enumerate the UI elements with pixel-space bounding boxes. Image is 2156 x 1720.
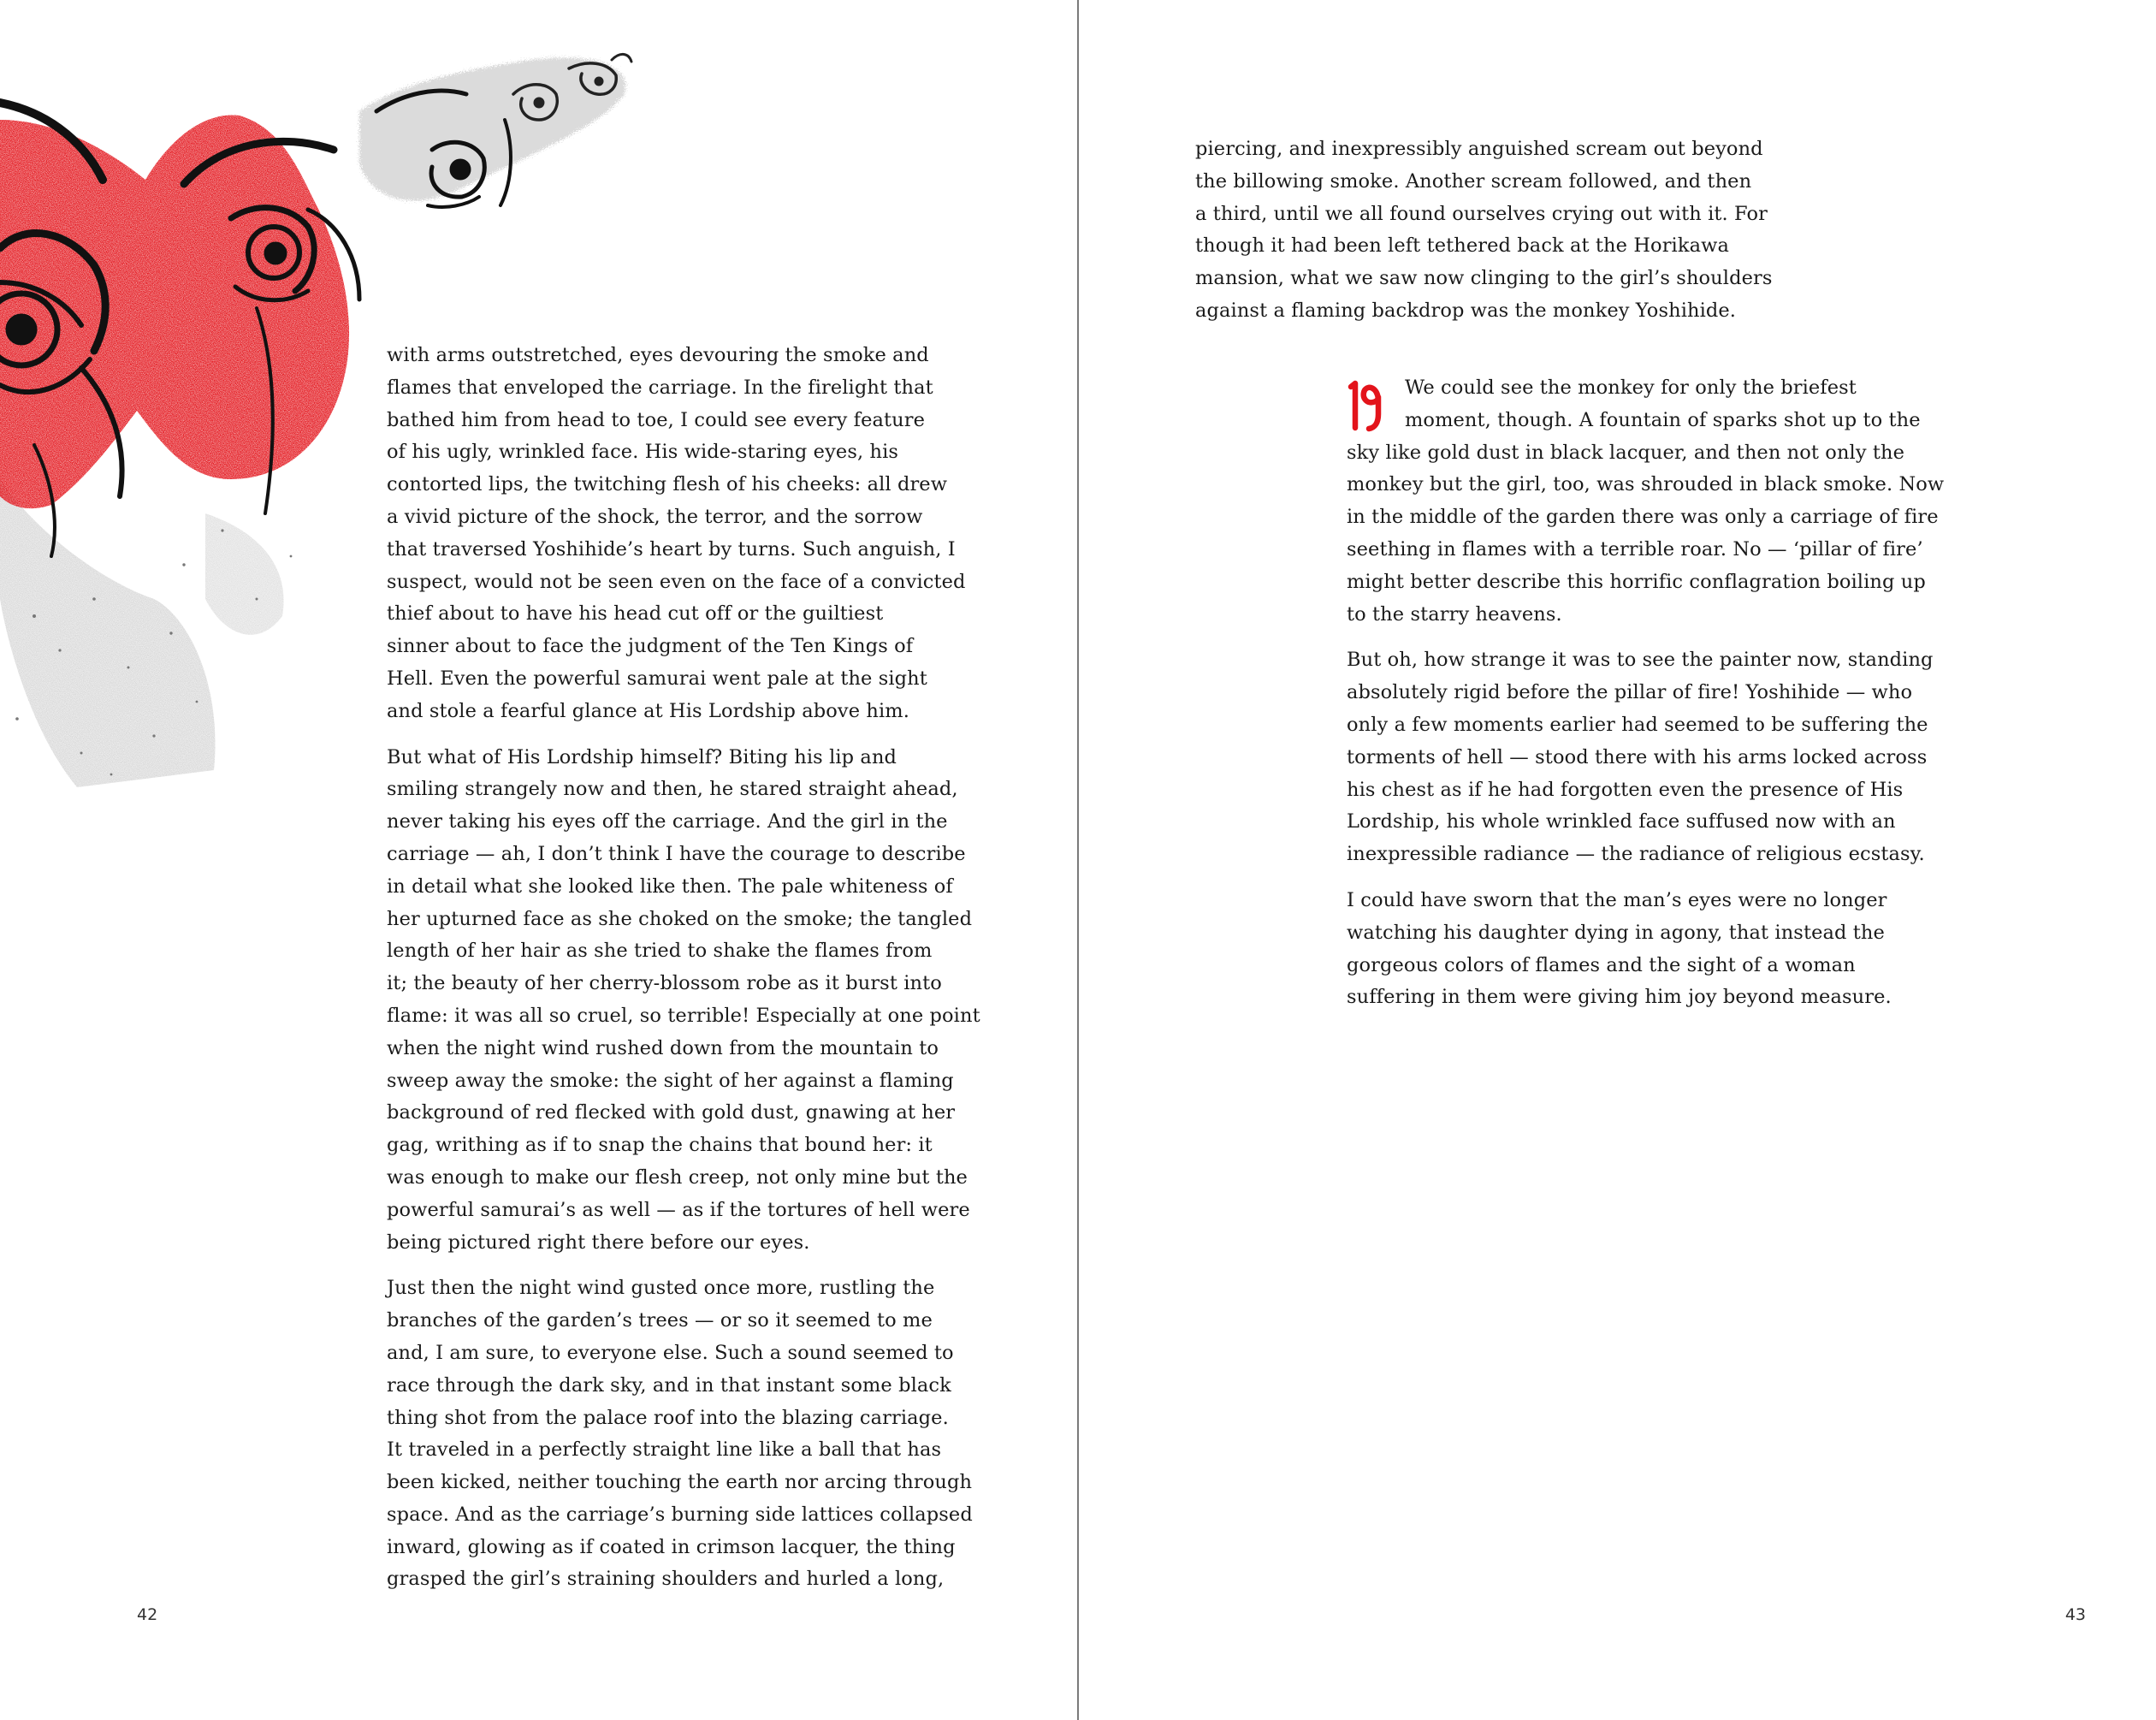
text-line: Hell. Even the powerful samurai went pale at the sight — [387, 667, 927, 690]
left-page-body-text — [387, 340, 980, 1610]
text-line: sweep away the smoke: the sight of her against a flaming — [387, 1069, 954, 1092]
text-line: It traveled in a perfectly straight line like a ball that has — [387, 1438, 942, 1462]
text-line: when the night wind rushed down from the mountain to — [387, 1036, 939, 1059]
text-line: thing shot from the palace roof into the blazing carriage. — [387, 1406, 949, 1429]
text-line: that traversed Yoshihide’s heart by turns. Such anguish, I — [387, 537, 956, 560]
text-line: might better describe this horrific conflagration boiling up — [1347, 570, 1926, 593]
text-line: background of red flecked with gold dust, gnawing at her — [387, 1101, 956, 1124]
text-line: piercing, and inexpressibly anguished scream out beyond — [1195, 138, 1763, 160]
text-line: length of her hair as she tried to shake the flames from — [387, 940, 933, 963]
text-line: gorgeous colors of flames and the sight of a woman — [1347, 953, 1856, 976]
paragraph — [1195, 133, 1794, 328]
paragraph — [1347, 372, 1946, 631]
paragraph — [387, 340, 977, 728]
text-line: Lordship, his whole wrinkled face suffused now with an — [1347, 810, 1896, 833]
text-line: only a few moments earlier had seemed to be suffering the — [1347, 713, 1928, 736]
paragraph — [387, 742, 980, 1260]
text-line: carriage — ah, I don’t think I have the courage to describe — [387, 842, 966, 865]
text-line: But oh, how strange it was to see the painter now, standing — [1347, 649, 1934, 672]
text-line: and, I am sure, to everyone else. Such a sound seemed to — [387, 1341, 954, 1364]
paragraph — [1347, 644, 1946, 871]
page-number-right: 43 — [2064, 1605, 2086, 1624]
text-line: sky like gold dust in black lacquer, and then not only the — [1347, 441, 1905, 464]
page-number-left: 42 — [137, 1605, 158, 1624]
text-line: smiling strangely now and then, he stared straight ahead, — [387, 778, 958, 801]
text-line: been kicked, neither touching the earth nor arcing through — [387, 1471, 973, 1494]
text-line: I could have sworn that the man’s eyes were no longer — [1347, 888, 1887, 911]
text-line: But what of His Lordship himself? Biting his lip and — [387, 745, 897, 768]
text-line: though it had been left tethered back at the Horikawa — [1195, 234, 1729, 258]
text-line: space. And as the carriage’s burning side lattices collapsed — [387, 1503, 973, 1526]
text-line: moment, though. A fountain of sparks shot up to the — [1405, 408, 1921, 431]
text-line: her upturned face as she choked on the smoke; the tangled — [387, 907, 973, 930]
text-line: to the starry heavens. — [1347, 602, 1562, 626]
text-line: powerful samurai’s as well — as if the tortures of hell were — [387, 1198, 970, 1221]
paragraph — [1347, 885, 1946, 1014]
text-line: thief about to have his head cut off or the guiltiest — [387, 602, 884, 626]
text-line: a vivid picture of the shock, the terror, and the sorrow — [387, 505, 923, 528]
text-line: race through the dark sky, and in that instant some black — [387, 1373, 951, 1397]
chapter-19-text — [1347, 372, 1946, 1028]
text-line: with arms outstretched, eyes devouring the smoke and — [387, 344, 929, 366]
text-line: of his ugly, wrinkled face. His wide-staring eyes, his — [387, 441, 899, 464]
text-line: against a flaming backdrop was the monkey Yoshihide. — [1195, 299, 1737, 322]
text-line: a third, until we all found ourselves crying out with it. For — [1195, 202, 1768, 225]
text-line: never taking his eyes off the carriage. And the girl in the — [387, 810, 948, 833]
text-line: watching his daughter dying in agony, that instead the — [1347, 921, 1885, 944]
text-line: grasped the girl’s straining shoulders and hurled a long, — [387, 1568, 945, 1591]
text-line: contorted lips, the twitching flesh of his cheeks: all drew — [387, 473, 948, 496]
text-line: and stole a fearful glance at His Lordship above him. — [387, 699, 909, 722]
text-line: flame: it was all so cruel, so terrible! Especially at one point — [387, 1004, 980, 1027]
text-line: inexpressible radiance — the radiance of religious ecstasy. — [1347, 843, 1925, 866]
text-line: We could see the monkey for only the briefest — [1405, 377, 1857, 399]
text-line: inward, glowing as if coated in crimson lacquer, the thing — [387, 1535, 956, 1558]
text-line: mansion, what we saw now clinging to the girl’s shoulders — [1195, 267, 1773, 290]
text-line: sinner about to face the judgment of the Ten Kings of — [387, 635, 914, 658]
text-line: it; the beauty of her cherry-blossom robe as it burst into — [387, 972, 942, 995]
right-page — [1078, 0, 2156, 1720]
text-line: being pictured right there before our eyes. — [387, 1231, 810, 1254]
text-line: flames that enveloped the carriage. In the firelight that — [387, 376, 933, 399]
text-line: absolutely rigid before the pillar of fire! Yoshihide — who — [1347, 681, 1913, 704]
text-line: torments of hell — stood there with his arms locked across — [1347, 745, 1928, 768]
text-line: suffering in them were giving him joy beyond measure. — [1347, 986, 1892, 1009]
paragraph — [387, 1272, 977, 1596]
text-line: suspect, would not be seen even on the face of a convicted — [387, 570, 966, 593]
text-line: branches of the garden’s trees — or so it seemed to me — [387, 1309, 933, 1332]
text-line: was enough to make our flesh creep, not only mine but the — [387, 1165, 968, 1189]
continuation-text — [1195, 133, 1794, 341]
text-line: seething in flames with a terrible roar. No — ‘pillar of fire’ — [1347, 537, 1923, 560]
text-line: the billowing smoke. Another scream followed, and then — [1195, 169, 1752, 193]
text-line: monkey but the girl, too, was shrouded in black smoke. Now — [1347, 473, 1945, 496]
text-line: bathed him from head to toe, I could see every feature — [387, 408, 926, 431]
text-line: gag, writhing as if to snap the chains that bound her: it — [387, 1134, 933, 1157]
text-line: his chest as if he had forgotten even the presence of His — [1347, 778, 1904, 801]
text-line: in detail what she looked like then. The pale whiteness of — [387, 875, 953, 898]
text-line: Just then the night wind gusted once more, rustling the — [387, 1277, 935, 1300]
text-line: in the middle of the garden there was only a carriage of fire — [1347, 506, 1939, 529]
